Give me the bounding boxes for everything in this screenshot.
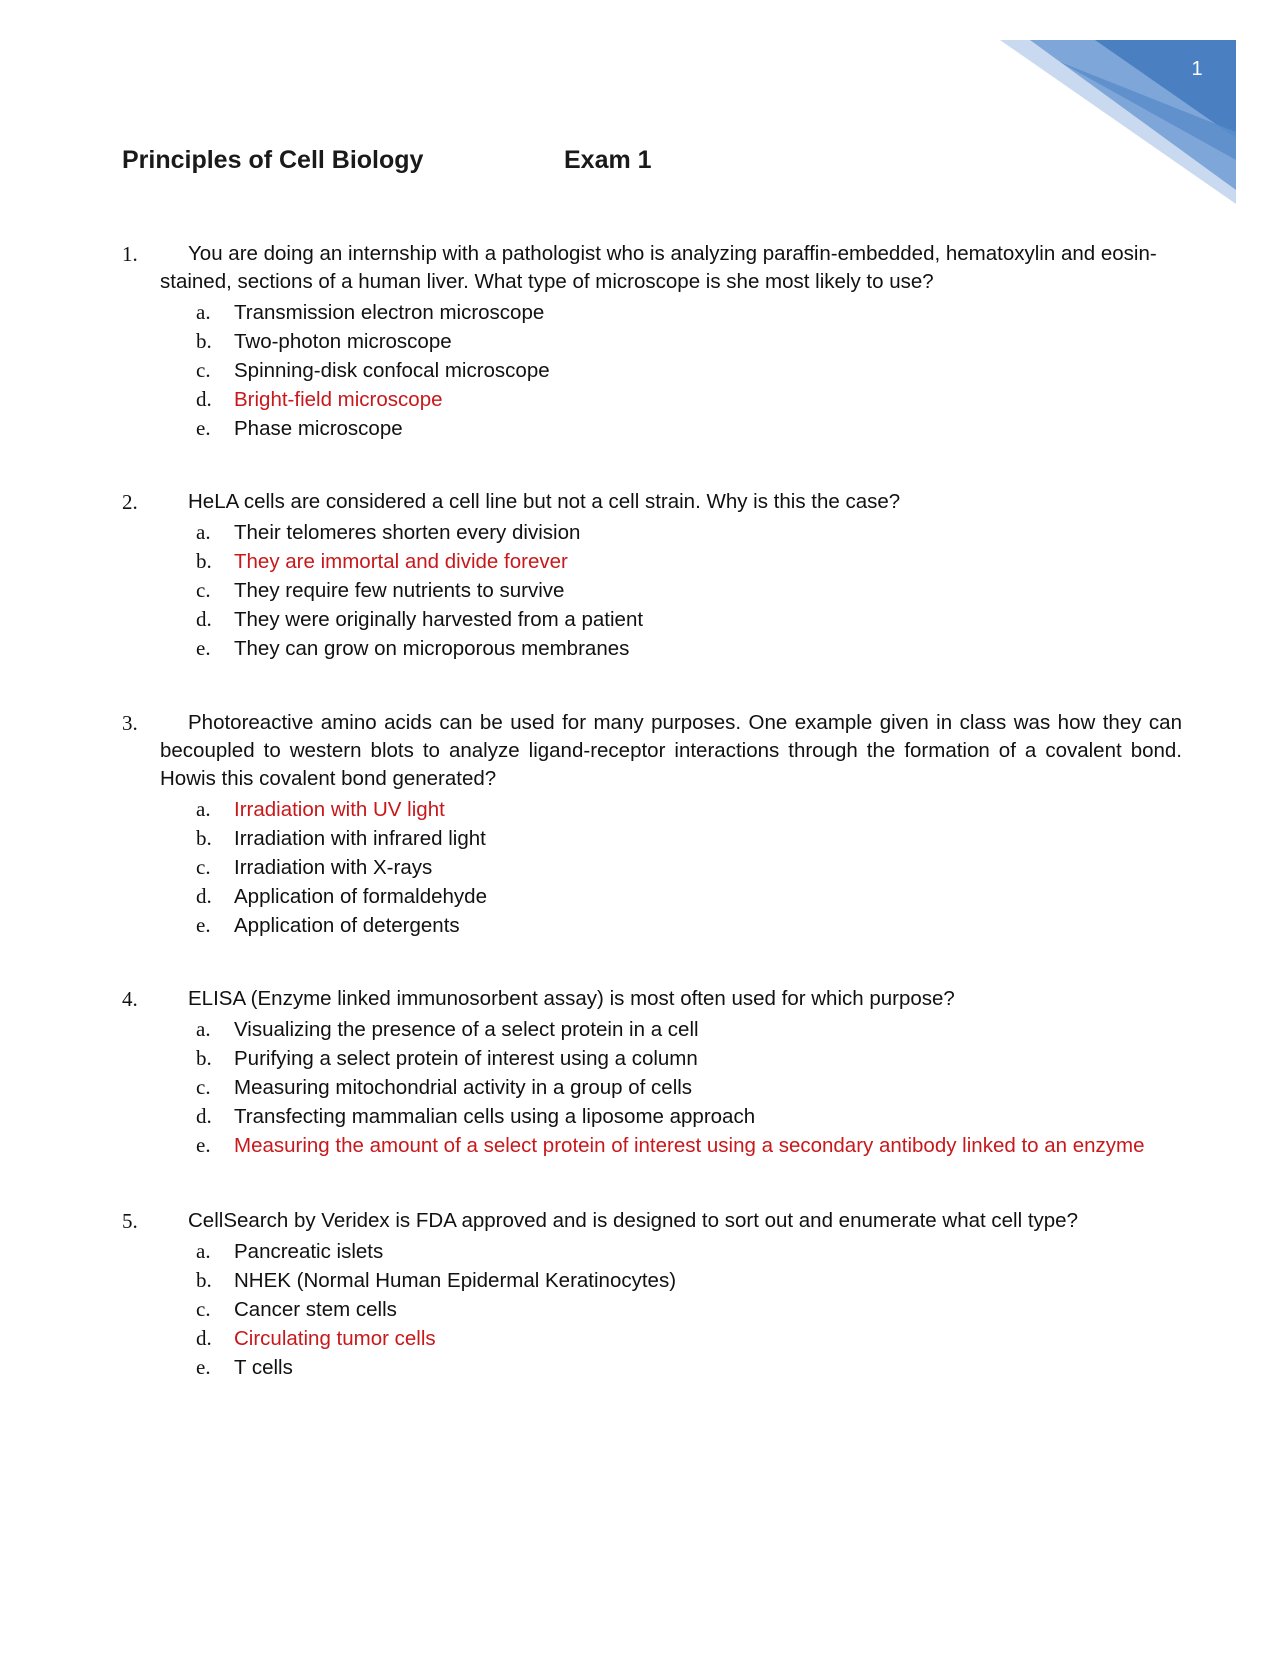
question-text: You are doing an internship with a pathologist who is analyzing paraffin-embedded, hematoxylin and eosin-stained, sections of a human liver. What type of microscope is she most likely to use?	[160, 242, 1157, 293]
option-a	[122, 298, 1182, 327]
question-number: 3.	[122, 711, 138, 735]
option-letter: c.	[196, 855, 211, 879]
options-list	[122, 795, 1182, 940]
question-number: 5.	[122, 1209, 138, 1233]
question-text: ELISA (Enzyme linked immunosorbent assay) is most often used for which purpose?	[188, 987, 955, 1010]
option-c	[122, 356, 1182, 385]
option-letter: d.	[196, 1326, 212, 1350]
option-text: Pancreatic islets	[234, 1240, 384, 1263]
exam-title: Exam 1	[564, 146, 652, 174]
option-letter: c.	[196, 1297, 211, 1321]
option-d	[122, 1102, 1182, 1131]
option-c	[122, 853, 1182, 882]
options-list	[122, 1237, 1182, 1382]
question-3-stem	[122, 709, 1182, 793]
option-text: Phase microscope	[234, 417, 403, 440]
option-d	[122, 605, 1182, 634]
option-d	[122, 385, 1182, 414]
page-number: 1	[1191, 58, 1203, 80]
option-e	[122, 911, 1182, 940]
option-letter: c.	[196, 1075, 211, 1099]
option-letter: b.	[196, 329, 212, 353]
question-number: 2.	[122, 490, 138, 514]
title-row	[122, 146, 1022, 175]
option-text: NHEK (Normal Human Epidermal Keratinocytes)	[234, 1269, 677, 1292]
option-b	[122, 1044, 1182, 1073]
option-a	[122, 518, 1182, 547]
option-letter: a.	[196, 1239, 211, 1263]
option-d	[122, 882, 1182, 911]
option-letter: b.	[196, 1268, 212, 1292]
correct-answer-text: Measuring the amount of a select protein of interest using a secondary antibody linked to an enzyme	[234, 1134, 1145, 1157]
question-3	[122, 709, 1182, 940]
option-letter: e.	[196, 416, 211, 440]
option-text: Cancer stem cells	[234, 1298, 397, 1321]
correct-answer-text: Irradiation with UV light	[234, 798, 445, 821]
option-letter: d.	[196, 884, 212, 908]
option-letter: c.	[196, 358, 211, 382]
option-letter: e.	[196, 913, 211, 937]
question-5	[122, 1207, 1182, 1382]
correct-answer-text: Bright-field microscope	[234, 388, 443, 411]
option-text: Spinning-disk confocal microscope	[234, 359, 550, 382]
options-list	[122, 298, 1182, 443]
question-4-stem	[122, 985, 1182, 1013]
option-a	[122, 795, 1182, 824]
question-4	[122, 985, 1182, 1160]
option-letter: d.	[196, 607, 212, 631]
option-text: Irradiation with infrared light	[234, 827, 486, 850]
option-e	[122, 1131, 1182, 1160]
option-text: They require few nutrients to survive	[234, 579, 565, 602]
options-list	[122, 518, 1182, 663]
option-text: Measuring mitochondrial activity in a group of cells	[234, 1076, 693, 1099]
question-1	[122, 240, 1182, 443]
option-letter: b.	[196, 826, 212, 850]
option-letter: d.	[196, 387, 212, 411]
question-2	[122, 488, 1182, 663]
option-b	[122, 1266, 1182, 1295]
question-number: 4.	[122, 987, 138, 1011]
question-number: 1.	[122, 242, 138, 266]
option-text: Transfecting mammalian cells using a liposome approach	[234, 1105, 756, 1128]
option-text: Visualizing the presence of a select protein in a cell	[234, 1018, 699, 1041]
option-letter: b.	[196, 1046, 212, 1070]
question-2-stem	[122, 488, 1182, 516]
option-text: Transmission electron microscope	[234, 301, 545, 324]
option-letter: e.	[196, 636, 211, 660]
option-letter: a.	[196, 520, 211, 544]
option-text: Application of detergents	[234, 914, 460, 937]
option-text: Application of formaldehyde	[234, 885, 487, 908]
option-text: T cells	[234, 1356, 293, 1379]
option-c	[122, 1295, 1182, 1324]
question-text: Photoreactive amino acids can be used for many purposes. One example given in class was how they can becoupled to western blots to analyze ligand-receptor interactions through the formation of a covalent bond. Howis this covalent bond generated?	[160, 711, 1182, 790]
options-list	[122, 1015, 1182, 1160]
option-text: Purifying a select protein of interest using a column	[234, 1047, 698, 1070]
option-a	[122, 1237, 1182, 1266]
correct-answer-text: They are immortal and divide forever	[234, 550, 568, 573]
question-5-stem	[122, 1207, 1182, 1235]
option-c	[122, 1073, 1182, 1102]
option-c	[122, 576, 1182, 605]
course-title: Principles of Cell Biology	[122, 146, 424, 174]
question-text: CellSearch by Veridex is FDA approved and is designed to sort out and enumerate what cell type?	[188, 1209, 1078, 1232]
option-letter: e.	[196, 1355, 211, 1379]
option-letter: c.	[196, 578, 211, 602]
option-letter: b.	[196, 549, 212, 573]
option-letter: a.	[196, 797, 211, 821]
option-text: Irradiation with X-rays	[234, 856, 433, 879]
option-b	[122, 547, 1182, 576]
option-text: Their telomeres shorten every division	[234, 521, 581, 544]
correct-answer-text: Circulating tumor cells	[234, 1327, 436, 1350]
option-letter: d.	[196, 1104, 212, 1128]
option-letter: a.	[196, 1017, 211, 1041]
option-text: They can grow on microporous membranes	[234, 637, 630, 660]
option-text: They were originally harvested from a patient	[234, 608, 644, 631]
option-b	[122, 824, 1182, 853]
question-text: HeLA cells are considered a cell line but not a cell strain. Why is this the case?	[188, 490, 901, 513]
question-1-stem	[122, 240, 1182, 296]
option-a	[122, 1015, 1182, 1044]
option-letter: a.	[196, 300, 211, 324]
option-text: Two-photon microscope	[234, 330, 452, 353]
option-e	[122, 414, 1182, 443]
option-b	[122, 327, 1182, 356]
option-e	[122, 1353, 1182, 1382]
option-d	[122, 1324, 1182, 1353]
option-letter: e.	[196, 1133, 211, 1157]
option-e	[122, 634, 1182, 663]
